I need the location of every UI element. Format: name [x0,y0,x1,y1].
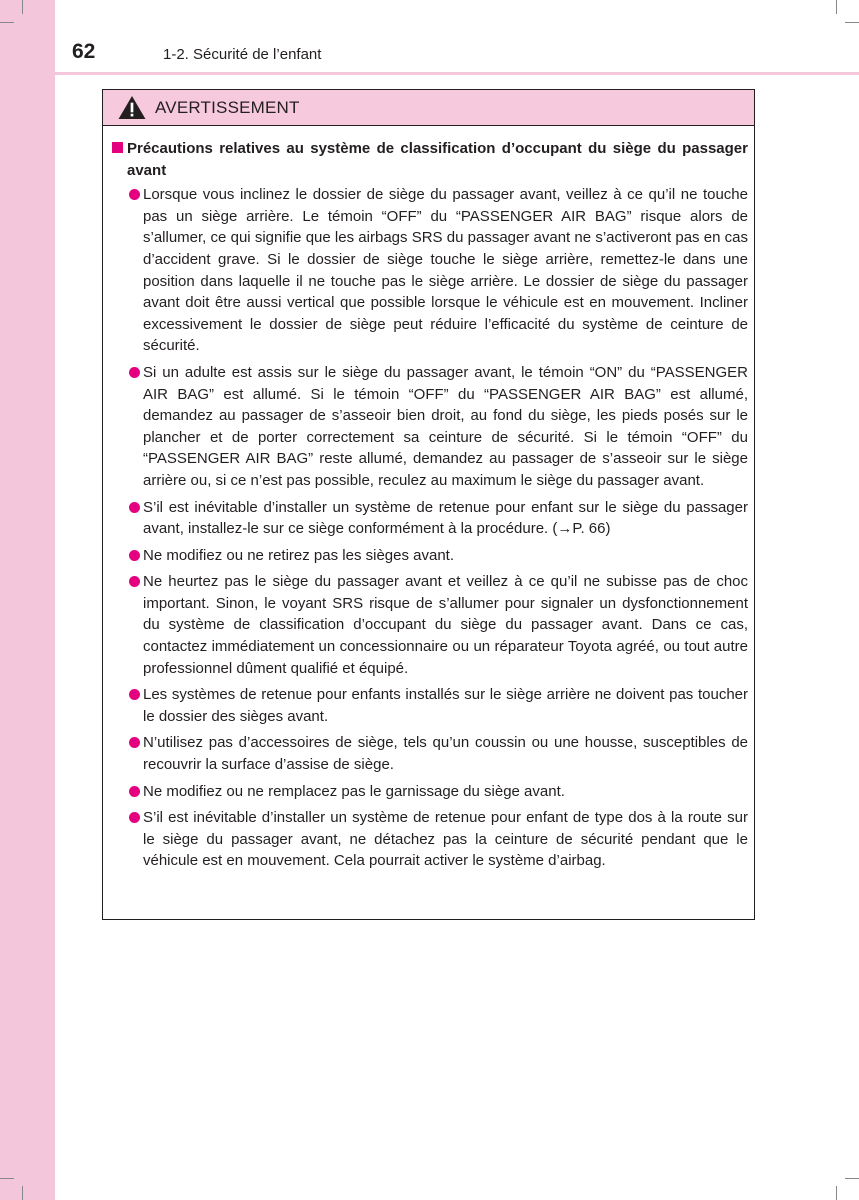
crop-mark [0,22,14,23]
bullet-dot-icon [129,367,140,378]
left-margin-band [0,0,55,1200]
bullet-dot-icon [129,550,140,561]
crop-mark [836,0,837,14]
warning-subheading-text: Précautions relatives au système de classification d’occupant du siège du passager avant [127,140,748,179]
crop-mark [836,1186,837,1200]
list-item: Les systèmes de retenue pour enfants installés sur le siège arrière ne doivent pas toucher le dossier des sièges avant. [127,684,748,727]
crop-mark [22,0,23,14]
bullet-dot-icon [129,189,140,200]
warning-header [103,90,754,126]
list-item: Lorsque vous inclinez le dossier de siège du passager avant, veillez à ce qu’il ne touche pas un siège arrière. Le témoin “OFF” du “PASSENGER AIR BAG” risque alors de s’allumer, ce qui signifie que les airbags SRS du passager avant ne s’activeront pas en cas d’accident grave. Si le dossier de siège touche le siège arrière, remettez-le dans une position dans laquelle il ne touche pas le siège arrière. Le dossier de siège du passager avant doit être aussi vertical que possible lorsque le véhicule est en mouvement. Incliner excessivement le dossier de siège peut réduire l’efficacité du système de ceinture de sécurité. [127,184,748,357]
section-title: 1-2. Sécurité de l’enfant [163,46,322,63]
warning-subheading [109,138,748,181]
header-rule [55,72,859,75]
list-item: Ne heurtez pas le siège du passager avant et veillez à ce qu’il ne subisse pas de choc important. Sinon, le voyant SRS risque de s’allumer pour signaler un dysfonctionnement du système de classification d’occupant du siège du passager avant. Dans ce cas, contactez immédiatement un concessionnaire ou un réparateur Toyota agréé, ou tout autre professionnel dûment qualifié et équipé. [127,571,748,679]
bullet-dot-icon [129,689,140,700]
list-item: S’il est inévitable d’installer un système de retenue pour enfant sur le siège du passager avant, installez-le sur ce siège conformément à la procédure. (→P. 66) [127,497,748,540]
bullet-dot-icon [129,576,140,587]
list-item: Ne modifiez ou ne retirez pas les sièges avant. [127,545,748,567]
warning-title: AVERTISSEMENT [155,97,300,117]
square-bullet-icon [112,142,123,153]
list-item: S’il est inévitable d’installer un système de retenue pour enfant de type dos à la route sur le siège du passager avant, ne détachez pas la ceinture de sécurité pendant que le véhicule est en mouvement. Cela pourrait activer le système d’airbag. [127,807,748,872]
warning-triangle-icon [117,95,147,120]
warning-list [109,184,748,872]
page-number: 62 [72,40,96,63]
crop-mark [845,22,859,23]
bullet-dot-icon [129,502,140,513]
list-item: N’utilisez pas d’accessoires de siège, tels qu’un coussin ou une housse, susceptibles de recouvrir la surface d’assise de siège. [127,732,748,775]
crop-mark [0,1178,14,1179]
warning-content [103,126,754,872]
crop-mark [22,1186,23,1200]
bullet-dot-icon [129,737,140,748]
crop-mark [845,1178,859,1179]
bullet-dot-icon [129,786,140,797]
list-item: Ne modifiez ou ne remplacez pas le garnissage du siège avant. [127,781,748,803]
list-item: Si un adulte est assis sur le siège du passager avant, le témoin “ON” du “PASSENGER AIR BAG” est allumé. Si le témoin “OFF” du “PASSENGER AIR BAG” est allumé, demandez au passager de s’asseoir bien droit, au fond du siège, les pieds posés sur le plancher et de porter correctement sa ceinture de sécurité. Si le témoin “OFF” du “PASSENGER AIR BAG” reste allumé, demandez au passager de s’asseoir sur le siège arrière ou, si ce n’est pas possible, reculez au maximum le siège du passager avant. [127,362,748,492]
warning-box [102,89,755,920]
bullet-dot-icon [129,812,140,823]
